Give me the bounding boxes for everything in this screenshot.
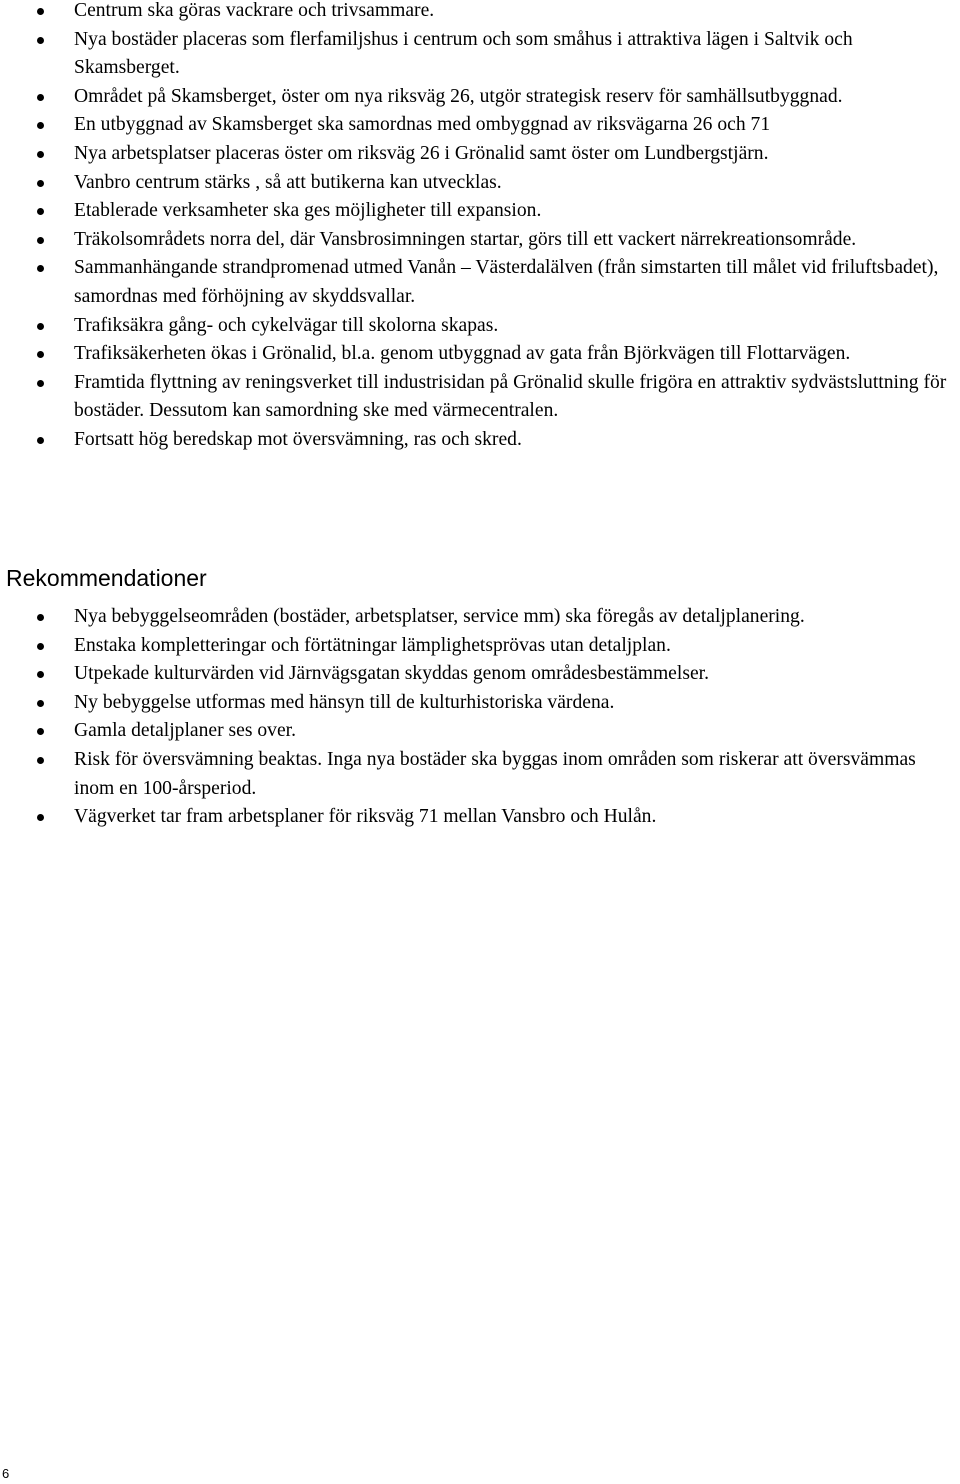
bullet-icon bbox=[37, 94, 44, 101]
list-item bbox=[0, 140, 960, 169]
list-item bbox=[0, 312, 960, 341]
bullet-icon bbox=[37, 614, 44, 621]
list-item bbox=[0, 369, 960, 426]
list-item bbox=[0, 254, 960, 311]
bullet-icon bbox=[37, 380, 44, 387]
list-item-text: Centrum ska göras vackrare och trivsammare. bbox=[74, 0, 435, 21]
list-item bbox=[0, 426, 960, 455]
bullet-icon bbox=[37, 323, 44, 330]
bullet-icon bbox=[37, 208, 44, 215]
list-item-text: En utbyggnad av Skamsberget ska samordnas med ombyggnad av riksvägarna 26 och 71 bbox=[74, 114, 771, 136]
list-item-text: Området på Skamsberget, öster om nya riksväg 26, utgör strategisk reserv för samhällsutbyggnad. bbox=[74, 85, 843, 107]
list-item bbox=[0, 111, 960, 140]
list-item bbox=[0, 197, 960, 226]
list-item-text: Risk för översvämning beaktas. Inga nya bostäder ska byggas inom områden som riskerar att översvämmas inom en 100-årsperiod. bbox=[74, 748, 916, 799]
list-item-text: Etablerade verksamheter ska ges möjligheter till expansion. bbox=[74, 200, 542, 222]
list-item-text: Nya bostäder placeras som flerfamiljshus i centrum och som småhus i attraktiva lägen i Saltvik och Skamsberget. bbox=[74, 28, 853, 79]
bullet-icon bbox=[37, 700, 44, 707]
bullet-icon bbox=[37, 643, 44, 650]
page-number: 6 bbox=[2, 1466, 10, 1481]
list-item bbox=[0, 632, 960, 661]
list-item-text: Utpekade kulturvärden vid Järnvägsgatan skyddas genom områdesbestämmelser. bbox=[74, 663, 709, 685]
bullet-icon bbox=[37, 814, 44, 821]
list-item-text: Sammanhängande strandpromenad utmed Vanån – Västerdalälven (från simstarten till målet vid friluftsbadet), samordnas med förhöjning av skyddsvallar. bbox=[74, 257, 939, 307]
list-item bbox=[0, 603, 960, 632]
list-item bbox=[0, 660, 960, 689]
bullet-icon bbox=[37, 151, 44, 158]
bullet-icon bbox=[37, 122, 44, 129]
list-item-text: Trafiksäkerheten ökas i Grönalid, bl.a. genom utbyggnad av gata från Björkvägen till Flottarvägen. bbox=[74, 343, 851, 365]
bullet-icon bbox=[37, 237, 44, 244]
list-item-text: Gamla detaljplaner ses over. bbox=[74, 720, 296, 742]
list-item bbox=[0, 226, 960, 255]
bullet-icon bbox=[37, 265, 44, 272]
bullet-icon bbox=[37, 37, 44, 44]
list-item-text: Enstaka kompletteringar och förtätningar lämplighetsprövas utan detaljplan. bbox=[74, 634, 671, 656]
bullet-icon bbox=[37, 351, 44, 358]
list-item bbox=[0, 803, 960, 832]
list-item-text: Träkolsområdets norra del, där Vansbrosimningen startar, görs till ett vackert närrekreationsområde. bbox=[74, 228, 857, 250]
list-item bbox=[0, 0, 960, 26]
list-item bbox=[0, 169, 960, 198]
list-item bbox=[0, 717, 960, 746]
goals-bullet-list bbox=[0, 0, 960, 455]
list-item-text: Framtida flyttning av reningsverket till industrisidan på Grönalid skulle frigöra en attraktiv sydvästsluttning för bostäder. Dessutom kan samordning ske med värmecentralen. bbox=[74, 371, 947, 422]
bullet-icon bbox=[37, 671, 44, 678]
bullet-icon bbox=[37, 437, 44, 444]
list-item bbox=[0, 83, 960, 112]
recommendations-bullet-list bbox=[0, 603, 960, 832]
list-item bbox=[0, 340, 960, 369]
section-heading: Rekommendationer bbox=[6, 565, 207, 591]
list-item-text: Vägverket tar fram arbetsplaner för riksväg 71 mellan Vansbro och Hulån. bbox=[74, 806, 657, 828]
list-item-text: Vanbro centrum stärks , så att butikerna kan utvecklas. bbox=[74, 171, 502, 193]
list-item bbox=[0, 689, 960, 718]
bullet-icon bbox=[37, 757, 44, 764]
list-item-text: Ny bebyggelse utformas med hänsyn till de kulturhistoriska värdena. bbox=[74, 691, 615, 713]
bullet-icon bbox=[37, 180, 44, 187]
list-item-text: Nya bebyggelseområden (bostäder, arbetsplatser, service mm) ska föregås av detaljplanering. bbox=[74, 606, 805, 627]
list-item-text: Fortsatt hög beredskap mot översvämning, ras och skred. bbox=[74, 428, 522, 450]
bullet-icon bbox=[37, 8, 44, 15]
list-item-text: Trafiksäkra gång- och cykelvägar till skolorna skapas. bbox=[74, 314, 499, 336]
list-item bbox=[0, 26, 960, 83]
bullet-icon bbox=[37, 728, 44, 735]
list-item-text: Nya arbetsplatser placeras öster om riksväg 26 i Grönalid samt öster om Lundbergstjärn. bbox=[74, 142, 769, 164]
list-item bbox=[0, 746, 960, 803]
